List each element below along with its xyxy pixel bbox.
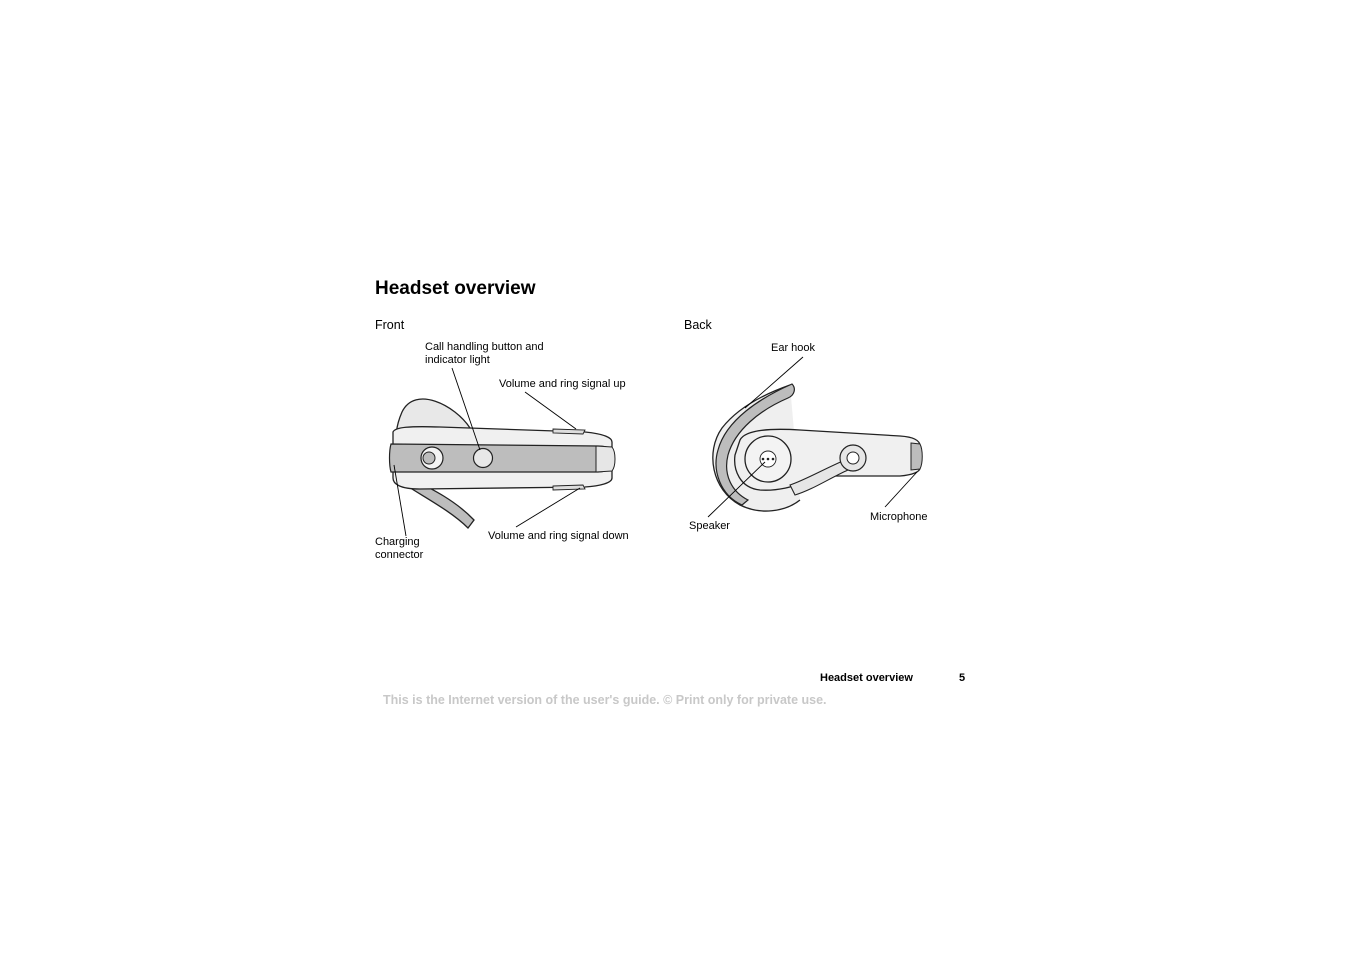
volume-up-label: Volume and ring signal up — [499, 378, 626, 390]
speaker-label: Speaker — [689, 520, 730, 532]
front-heading: Front — [375, 318, 405, 332]
page-number: 5 — [959, 672, 966, 684]
ear-hook-label: Ear hook — [771, 342, 816, 354]
back-heading: Back — [684, 318, 712, 332]
volume-down-label: Volume and ring signal down — [488, 530, 629, 542]
microphone-label: Microphone — [870, 511, 928, 523]
call-button-label-line1: Call handling button and — [425, 341, 544, 353]
charging-connector-label-line2: connector — [375, 549, 424, 561]
charging-connector-label-line1: Charging — [375, 536, 420, 548]
footer-section-title: Headset overview — [820, 672, 913, 684]
internet-version-notice: This is the Internet version of the user's guide. © Print only for private use. — [383, 693, 827, 707]
page-title: Headset overview — [375, 278, 536, 299]
call-button-label-line2: indicator light — [425, 354, 490, 366]
